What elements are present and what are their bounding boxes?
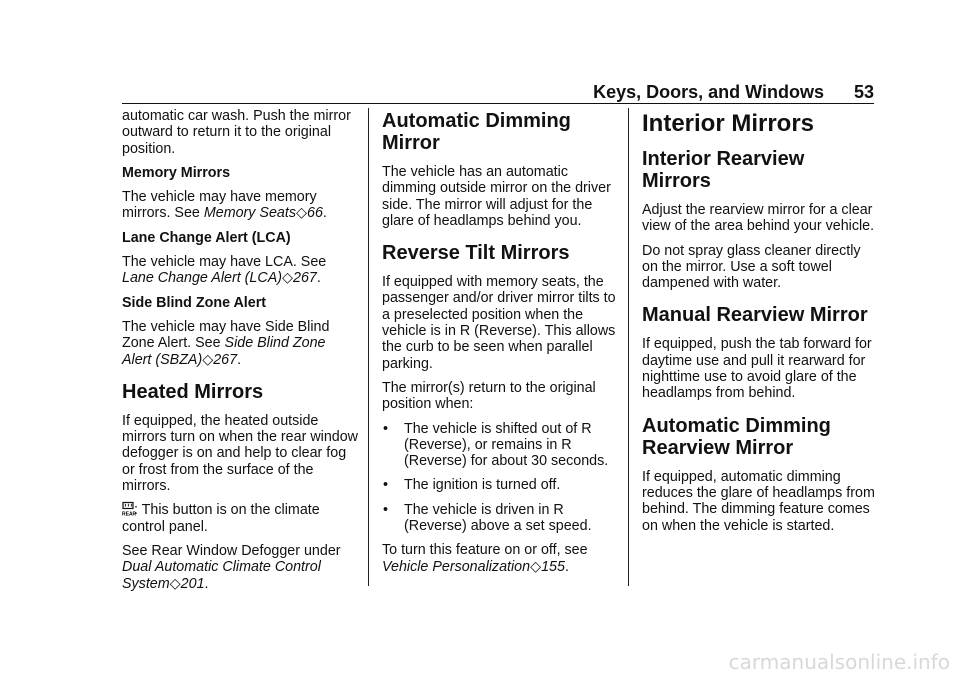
heading-manual-rearview-mirror: Manual Rearview Mirror [642, 304, 868, 327]
page-ref[interactable]: 201 [180, 575, 205, 592]
heading-reverse-tilt-mirrors: Reverse Tilt Mirrors [382, 242, 570, 265]
page-ref-icon: ◇ [169, 575, 181, 592]
heading-interior-mirrors: Interior Mirrors [642, 110, 815, 137]
paragraph: To turn this feature on or off, see Vehicle Personalization◇155. [382, 542, 588, 575]
paragraph: If equipped with memory seats, the passenger and/or driver mirror tilts to a preselected position when the vehicle is in R (Reverse). This allows the curb to be seen when parallel parking. [382, 274, 616, 372]
cross-ref-link[interactable]: Memory Seats [203, 205, 296, 222]
list-item: • The vehicle is shifted out of R (Reverse), or remains in R (Reverse) for about 30 seconds. [383, 420, 609, 470]
paragraph: The vehicle has an automatic dimming outside mirror on the driver side. The mirror will adjust for the glare of headlamps behind you. [382, 164, 611, 229]
paragraph: Adjust the rearview mirror for a clear view of the area behind your vehicle. [642, 202, 875, 235]
list-item: • The vehicle is driven in R (Reverse) above a set speed. [383, 501, 592, 535]
page-ref-icon: ◇ [296, 205, 307, 222]
subheading-lca: Lane Change Alert (LCA) [122, 229, 291, 246]
header-rule [122, 103, 874, 104]
page-ref-icon: ◇ [202, 351, 214, 368]
bullet-mark: • [383, 501, 389, 518]
paragraph: If equipped, automatic dimming reduces the glare of headlamps from behind. The dimming feature comes on when the vehicle is started. [642, 468, 875, 534]
heading-interior-rearview-mirrors: Interior Rearview Mirrors [642, 148, 805, 192]
page-ref[interactable]: 155 [541, 558, 565, 575]
cross-ref-link[interactable]: Dual Automatic Climate Control System [122, 559, 321, 592]
running-header [593, 82, 874, 103]
page-ref[interactable]: 267 [213, 351, 238, 368]
paragraph: REAR : This button is on the climate control panel. [122, 502, 320, 535]
list-item: • The ignition is turned off. [383, 477, 561, 494]
subheading-sbza: Side Blind Zone Alert [122, 294, 267, 311]
column-2 [382, 108, 618, 583]
paragraph: If equipped, the heated outside mirrors turn on when the rear window defogger is on and help to clear fog or frost from the surface of the mirrors. [122, 412, 358, 495]
page-ref[interactable]: 267 [293, 270, 317, 287]
paragraph: Do not spray glass cleaner directly on the mirror. Use a soft towel dampened with water. [642, 242, 861, 292]
paragraph: If equipped, push the tab forward for daytime use and pull it rearward for nighttime use to avoid glare of the headlamps from behind. [642, 336, 872, 402]
page-ref-icon: ◇ [530, 558, 542, 575]
column-divider [368, 108, 369, 586]
watermark: carmanualsonline.info [728, 650, 950, 674]
paragraph: The vehicle may have memory mirrors. See Memory Seats◇66. [122, 189, 327, 222]
heading-automatic-dimming-rearview-mirror: Automatic Dimming Rearview Mirror [642, 414, 831, 459]
column-3 [642, 108, 878, 542]
heading-heated-mirrors: Heated Mirrors [122, 380, 264, 403]
cross-ref-link[interactable]: Side Blind Zone Alert (SBZA) [122, 335, 326, 368]
heading-automatic-dimming-mirror: Automatic Dimming Mirror [382, 110, 571, 154]
column-1 [122, 108, 358, 600]
subheading-memory-mirrors: Memory Mirrors [122, 164, 231, 181]
rear-defog-icon [122, 502, 137, 518]
page-ref[interactable]: 66 [307, 205, 323, 222]
svg-text:REAR: REAR [122, 511, 137, 518]
paragraph: The mirror(s) return to the original position when: [382, 379, 596, 413]
paragraph: The vehicle may have Side Blind Zone Alert. See Side Blind Zone Alert (SBZA)◇267. [122, 318, 330, 368]
paragraph: The vehicle may have LCA. See Lane Change Alert (LCA)◇267. [122, 254, 327, 287]
column-divider [628, 108, 629, 586]
paragraph: See Rear Window Defogger under Dual Automatic Climate Control System◇201. [122, 542, 341, 592]
page-ref-icon: ◇ [282, 270, 294, 287]
bullet-mark: • [383, 420, 389, 437]
bullet-mark: • [383, 477, 389, 494]
cross-ref-link[interactable]: Lane Change Alert (LCA) [122, 270, 283, 287]
page-number: 53 [853, 82, 874, 102]
section-title: Keys, Doors, and Windows [593, 82, 824, 102]
cross-ref-link[interactable]: Vehicle Personalization [382, 558, 531, 575]
paragraph: automatic car wash. Push the mirror outward to return it to the original position. [122, 108, 351, 157]
